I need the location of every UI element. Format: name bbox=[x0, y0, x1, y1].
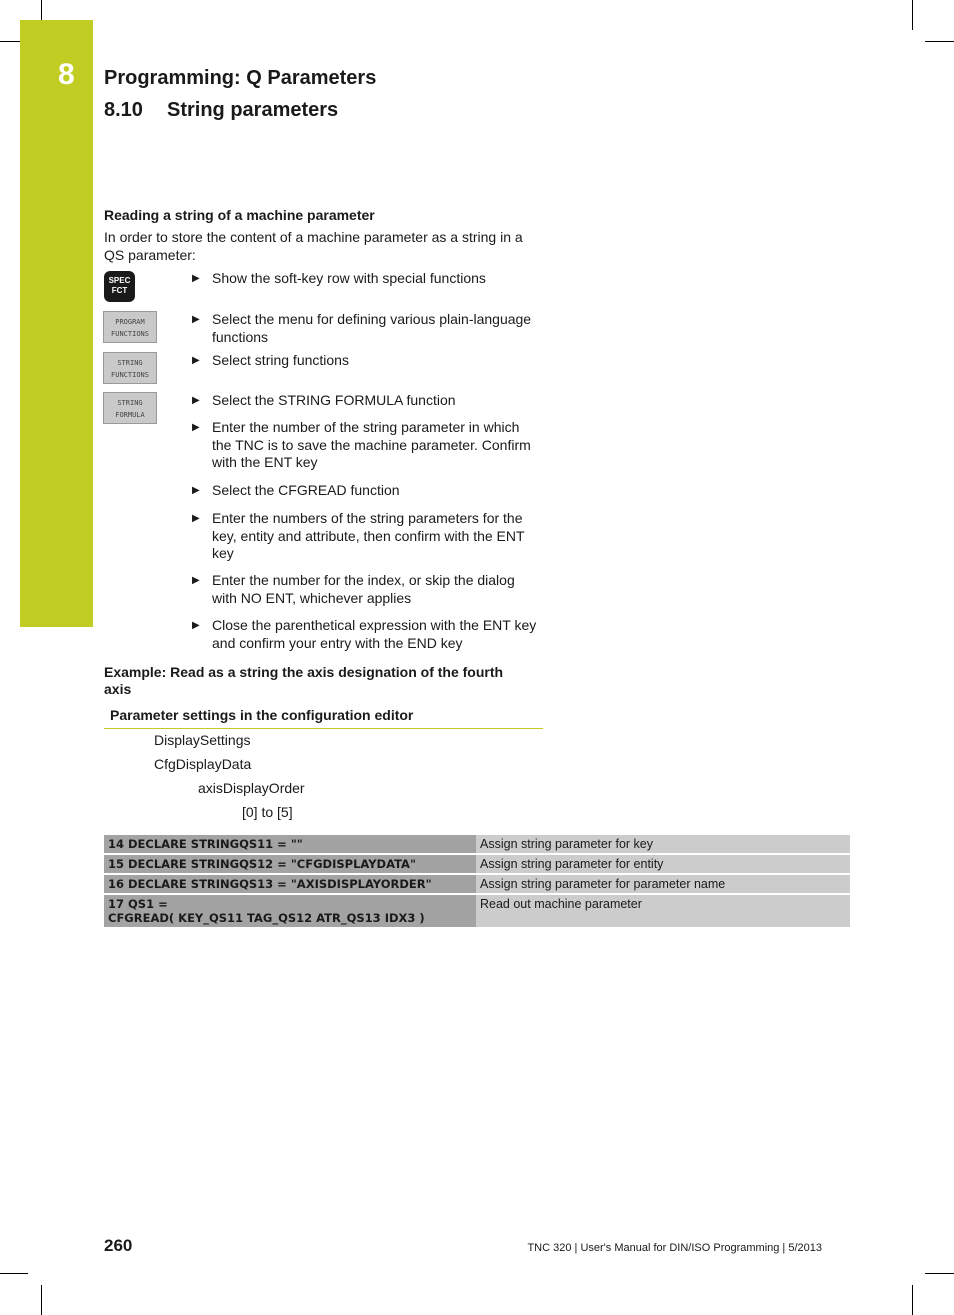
code-cell: 14 DECLARE STRINGQS11 = "" bbox=[104, 835, 476, 853]
step-text: Select the STRING FORMULA function bbox=[212, 392, 456, 408]
crop-mark bbox=[41, 0, 42, 20]
chapter-tab bbox=[20, 20, 93, 627]
step-text: Select the CFGREAD function bbox=[212, 482, 400, 498]
arrow-icon: ▶ bbox=[192, 355, 200, 366]
chapter-number: 8 bbox=[58, 58, 75, 91]
desc-cell: Assign string parameter for key bbox=[476, 835, 850, 853]
crop-mark bbox=[912, 1285, 913, 1315]
table-row bbox=[104, 835, 850, 853]
code-line: 17 QS1 = bbox=[108, 897, 168, 911]
program-functions-softkey[interactable] bbox=[103, 311, 157, 343]
softkey-label: FORMULA bbox=[115, 411, 145, 419]
crop-mark bbox=[41, 1285, 42, 1315]
code-line: CFGREAD( KEY_QS11 TAG_QS12 ATR_QS13 IDX3 ) bbox=[108, 911, 425, 925]
section-title: String parameters bbox=[167, 99, 339, 121]
config-item: [0] to [5] bbox=[242, 804, 293, 820]
step-text: Close the parenthetical expression with the ENT key and confirm your entry with the END key bbox=[212, 617, 537, 651]
step-item bbox=[192, 392, 542, 410]
subsection-heading: Reading a string of a machine parameter bbox=[104, 207, 375, 223]
code-cell bbox=[104, 895, 476, 927]
step-text: Select the menu for defining various plain-language functions bbox=[212, 311, 532, 345]
step-text: Show the soft-key row with special functions bbox=[212, 270, 486, 286]
table-row bbox=[104, 895, 850, 927]
arrow-icon: ▶ bbox=[192, 485, 200, 496]
arrow-icon: ▶ bbox=[192, 513, 200, 524]
crop-mark bbox=[912, 0, 913, 30]
key-label: SPEC bbox=[108, 276, 131, 285]
code-cell: 15 DECLARE STRINGQS12 = "CFGDISPLAYDATA" bbox=[104, 855, 476, 873]
step-text: Enter the number for the index, or skip the dialog with NO ENT, whichever applies bbox=[212, 572, 515, 606]
step-text: Select string functions bbox=[212, 352, 349, 368]
step-item bbox=[192, 311, 542, 346]
string-formula-softkey[interactable] bbox=[103, 392, 157, 424]
step-item bbox=[192, 482, 542, 500]
example-heading: Example: Read as a string the axis designation of the fourth axis bbox=[104, 664, 504, 697]
step-item bbox=[192, 270, 542, 288]
table-row bbox=[104, 855, 850, 873]
softkey-label: STRING bbox=[117, 359, 143, 367]
config-title: Parameter settings in the configuration editor bbox=[110, 707, 414, 723]
desc-cell: Assign string parameter for parameter name bbox=[476, 875, 850, 893]
code-cell: 16 DECLARE STRINGQS13 = "AXISDISPLAYORDER" bbox=[104, 875, 476, 893]
table-row bbox=[104, 875, 850, 893]
config-item: axisDisplayOrder bbox=[198, 780, 305, 796]
arrow-icon: ▶ bbox=[192, 273, 200, 284]
desc-cell: Read out machine parameter bbox=[476, 895, 850, 927]
section-number: 8.10 bbox=[104, 99, 143, 121]
intro-text: In order to store the content of a machine parameter as a string in a QS parameter: bbox=[104, 229, 523, 263]
crop-mark bbox=[0, 41, 20, 42]
key-label: FCT bbox=[111, 286, 128, 295]
softkey-label: FUNCTIONS bbox=[111, 371, 149, 379]
step-text: Enter the number of the string parameter in which the TNC is to save the machine parameter. Confirm with the ENT key bbox=[212, 419, 531, 470]
page-number: 260 bbox=[104, 1236, 133, 1255]
softkey-label: FUNCTIONS bbox=[111, 330, 149, 338]
string-functions-softkey[interactable] bbox=[103, 352, 157, 384]
spec-fct-key[interactable] bbox=[104, 271, 135, 302]
softkey-label: PROGRAM bbox=[115, 318, 145, 326]
arrow-icon: ▶ bbox=[192, 422, 200, 433]
crop-mark bbox=[925, 1273, 954, 1274]
step-item bbox=[192, 510, 542, 563]
footer-text: TNC 320 | User's Manual for DIN/ISO Programming | 5/2013 bbox=[527, 1242, 822, 1254]
arrow-icon: ▶ bbox=[192, 575, 200, 586]
chapter-title: Programming: Q Parameters bbox=[104, 67, 377, 89]
step-item bbox=[192, 419, 542, 472]
crop-mark bbox=[925, 41, 954, 42]
code-table bbox=[104, 833, 850, 929]
divider bbox=[104, 728, 543, 729]
arrow-icon: ▶ bbox=[192, 314, 200, 325]
step-text: Enter the numbers of the string parameters for the key, entity and attribute, then confirm with the ENT key bbox=[212, 510, 525, 561]
desc-cell: Assign string parameter for entity bbox=[476, 855, 850, 873]
arrow-icon: ▶ bbox=[192, 395, 200, 406]
config-item: CfgDisplayData bbox=[154, 756, 252, 772]
softkey-label: STRING bbox=[117, 399, 143, 407]
config-item: DisplaySettings bbox=[154, 732, 251, 748]
crop-mark bbox=[0, 1273, 28, 1274]
arrow-icon: ▶ bbox=[192, 620, 200, 631]
step-item bbox=[192, 352, 542, 370]
step-item bbox=[192, 617, 542, 652]
step-item bbox=[192, 572, 542, 607]
